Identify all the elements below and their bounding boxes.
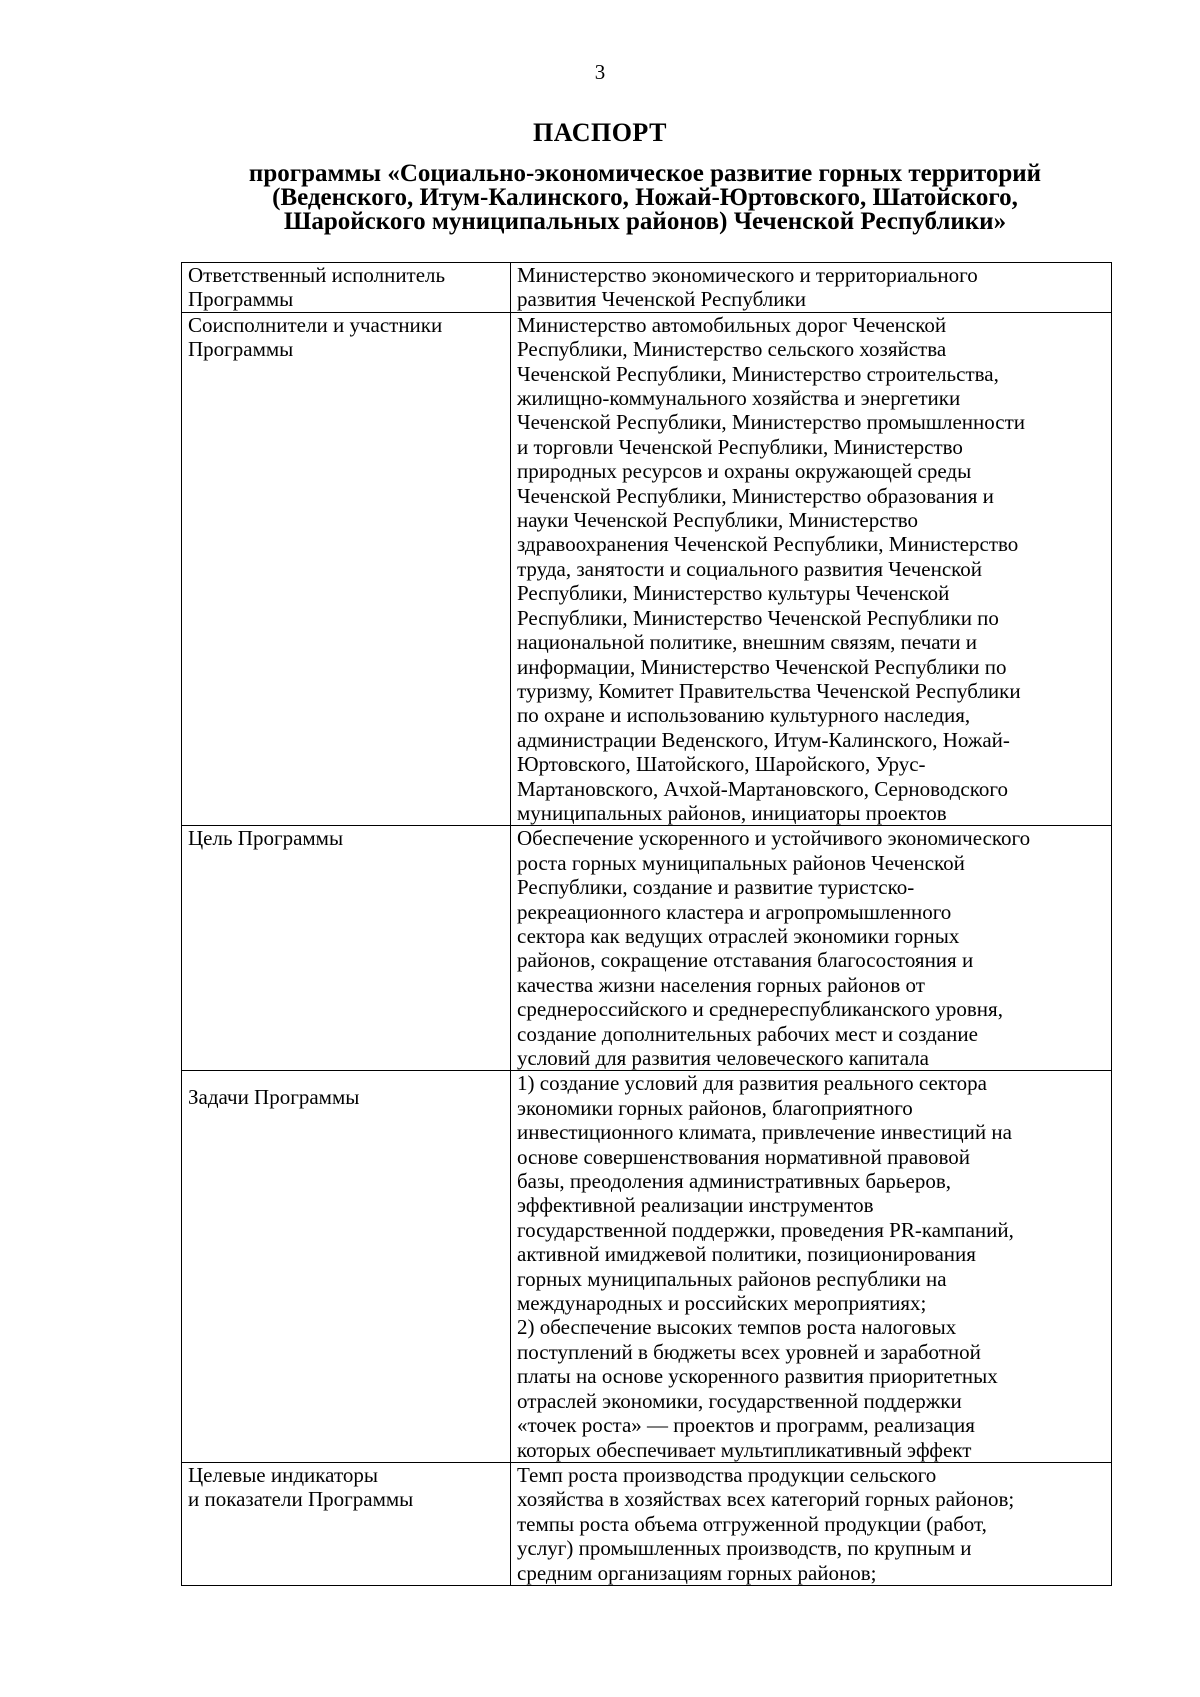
row-value-line: «точек роста» — проектов и программ, реализация bbox=[517, 1413, 975, 1438]
row-value-line: 1) создание условий для развития реального сектора bbox=[517, 1071, 987, 1096]
row-value-line: национальной политике, внешним связям, печати и bbox=[517, 630, 977, 655]
row-value-line: создание дополнительных рабочих мест и создание bbox=[517, 1021, 978, 1046]
row-value-line: качества жизни населения горных районов от bbox=[517, 972, 925, 997]
row-value-line: услуг) промышленных производств, по крупным и bbox=[517, 1536, 972, 1561]
row-value-line: 2) обеспечение высоких темпов роста налоговых bbox=[517, 1315, 957, 1340]
row-value-line: информации, Министерство Чеченской Республики по bbox=[517, 654, 1007, 679]
row-value-line: здравоохранения Чеченской Республики, Министерство bbox=[517, 532, 1019, 557]
row-value-line: Обеспечение ускоренного и устойчивого экономического bbox=[517, 826, 1031, 851]
row-value-line: поступлений в бюджеты всех уровней и заработной bbox=[517, 1339, 981, 1364]
row-value-line: экономики горных районов, благоприятного bbox=[517, 1095, 913, 1120]
row-value-line: муниципальных районов, инициаторы проектов bbox=[517, 800, 947, 825]
row-value-line: Министерство экономического и территориального bbox=[517, 263, 978, 287]
row-value-line: рекреационного кластера и агропромышленного bbox=[517, 899, 952, 924]
row-value-line: условий для развития человеческого капитала bbox=[517, 1046, 929, 1070]
row-value-line: Юртовского, Шатойского, Шаройского, Урус- bbox=[517, 752, 926, 777]
row-label-cell bbox=[182, 1071, 511, 1463]
row-value-line: активной имиджевой политики, позиционирования bbox=[517, 1242, 976, 1267]
row-label-line: Программы bbox=[188, 337, 294, 362]
row-value-line: Республики, Министерство Чеченской Республики по bbox=[517, 605, 999, 630]
table-row bbox=[182, 1071, 1112, 1463]
row-value-line: Чеченской Республики, Министерство строительства, bbox=[517, 361, 999, 386]
row-value-line: эффективной реализации инструментов bbox=[517, 1193, 874, 1218]
subtitle-line: (Веденского, Итум-Калинского, Ножай-Юртовского, Шатойского, bbox=[272, 184, 1018, 211]
row-label-cell bbox=[182, 1462, 511, 1585]
row-value-line: труда, занятости и социального развития Чеченской bbox=[517, 556, 983, 581]
subtitle-line: Шаройского муниципальных районов) Чеченской Республики» bbox=[283, 208, 1007, 235]
row-value-line: инвестиционного климата, привлечение инвестиций на bbox=[517, 1120, 1012, 1145]
row-label-line: Целевые индикаторы bbox=[188, 1462, 378, 1487]
table-row bbox=[182, 263, 1112, 313]
document-title: ПАСПОРТ bbox=[533, 118, 667, 147]
page-number: 3 bbox=[594, 60, 606, 84]
passport-table bbox=[181, 262, 1112, 1586]
row-value-line: которых обеспечивает мультипликативный эффект bbox=[517, 1437, 972, 1462]
document-subtitle bbox=[150, 162, 1140, 234]
row-label-line: Соисполнители и участники bbox=[188, 312, 443, 337]
row-value-line: Республики, Министерство сельского хозяйства bbox=[517, 337, 947, 362]
row-value-line: администрации Веденского, Итум-Калинского, Ножай- bbox=[517, 727, 1010, 752]
row-label-line: Цель Программы bbox=[188, 826, 344, 851]
row-label-line: Ответственный исполнитель bbox=[188, 263, 446, 287]
row-value-line: и торговли Чеченской Республики, Министерство bbox=[517, 434, 963, 459]
row-value-line: Чеченской Республики, Министерство образования и bbox=[517, 483, 994, 508]
row-value-line: Чеченской Республики, Министерство промышленности bbox=[517, 410, 1026, 435]
row-value-line: природных ресурсов и охраны окружающей среды bbox=[517, 459, 972, 484]
table-row bbox=[182, 312, 1112, 826]
row-label-line: Задачи Программы bbox=[188, 1085, 360, 1110]
row-label-cell bbox=[182, 263, 511, 313]
row-value-cell bbox=[511, 1462, 1112, 1585]
row-value-line: отраслей экономики, государственной поддержки bbox=[517, 1388, 962, 1413]
row-value-line: основе совершенствования нормативной правовой bbox=[517, 1144, 970, 1169]
row-value-line: международных и российских мероприятиях; bbox=[517, 1291, 927, 1316]
row-value-line: районов, сокращение отставания благосостояния и bbox=[517, 948, 974, 973]
row-value-line: хозяйства в хозяйствах всех категорий горных районов; bbox=[517, 1487, 1015, 1512]
row-value-line: горных муниципальных районов республики на bbox=[517, 1266, 947, 1291]
row-value-line: среднероссийского и среднереспубликанского уровня, bbox=[517, 997, 1003, 1022]
row-value-line: развития Чеченской Республики bbox=[517, 287, 806, 312]
row-value-line: базы, преодоления административных барьеров, bbox=[517, 1169, 951, 1194]
row-value-line: Темп роста производства продукции сельского bbox=[517, 1462, 937, 1487]
row-value-cell bbox=[511, 263, 1112, 313]
table-row bbox=[182, 1462, 1112, 1585]
row-value-line: сектора как ведущих отраслей экономики горных bbox=[517, 923, 960, 948]
row-value-line: государственной поддержки, проведения PR-кампаний, bbox=[517, 1217, 1014, 1242]
row-value-line: по охране и использованию культурного наследия, bbox=[517, 703, 971, 728]
row-label-cell bbox=[182, 826, 511, 1071]
row-value-line: темпы роста объема отгруженной продукции (работ, bbox=[517, 1511, 987, 1536]
row-value-line: Министерство автомобильных дорог Чеченской bbox=[517, 312, 947, 337]
row-value-cell bbox=[511, 1071, 1112, 1463]
row-label-cell bbox=[182, 312, 511, 826]
row-label-line: Программы bbox=[188, 287, 294, 312]
subtitle-line: программы «Социально-экономическое развитие горных территорий bbox=[248, 160, 1042, 187]
row-value-line: Республики, Министерство культуры Чеченской bbox=[517, 581, 950, 606]
row-value-line: средним организациям горных районов; bbox=[517, 1560, 877, 1585]
row-value-line: туризму, Комитет Правительства Чеченской Республики bbox=[517, 678, 1021, 703]
table-row bbox=[182, 826, 1112, 1071]
row-value-cell bbox=[511, 312, 1112, 826]
row-value-cell bbox=[511, 826, 1112, 1071]
row-value-line: Мартановского, Ачхой-Мартановского, Серноводского bbox=[517, 776, 1008, 801]
row-value-line: роста горных муниципальных районов Чеченской bbox=[517, 850, 965, 875]
row-value-line: Республики, создание и развитие туристско- bbox=[517, 875, 915, 900]
row-label-line: и показатели Программы bbox=[188, 1487, 414, 1512]
row-value-line: науки Чеченской Республики, Министерство bbox=[517, 508, 919, 533]
row-value-line: платы на основе ускоренного развития приоритетных bbox=[517, 1364, 998, 1389]
row-value-line: жилищно-коммунального хозяйства и энергетики bbox=[517, 386, 961, 411]
